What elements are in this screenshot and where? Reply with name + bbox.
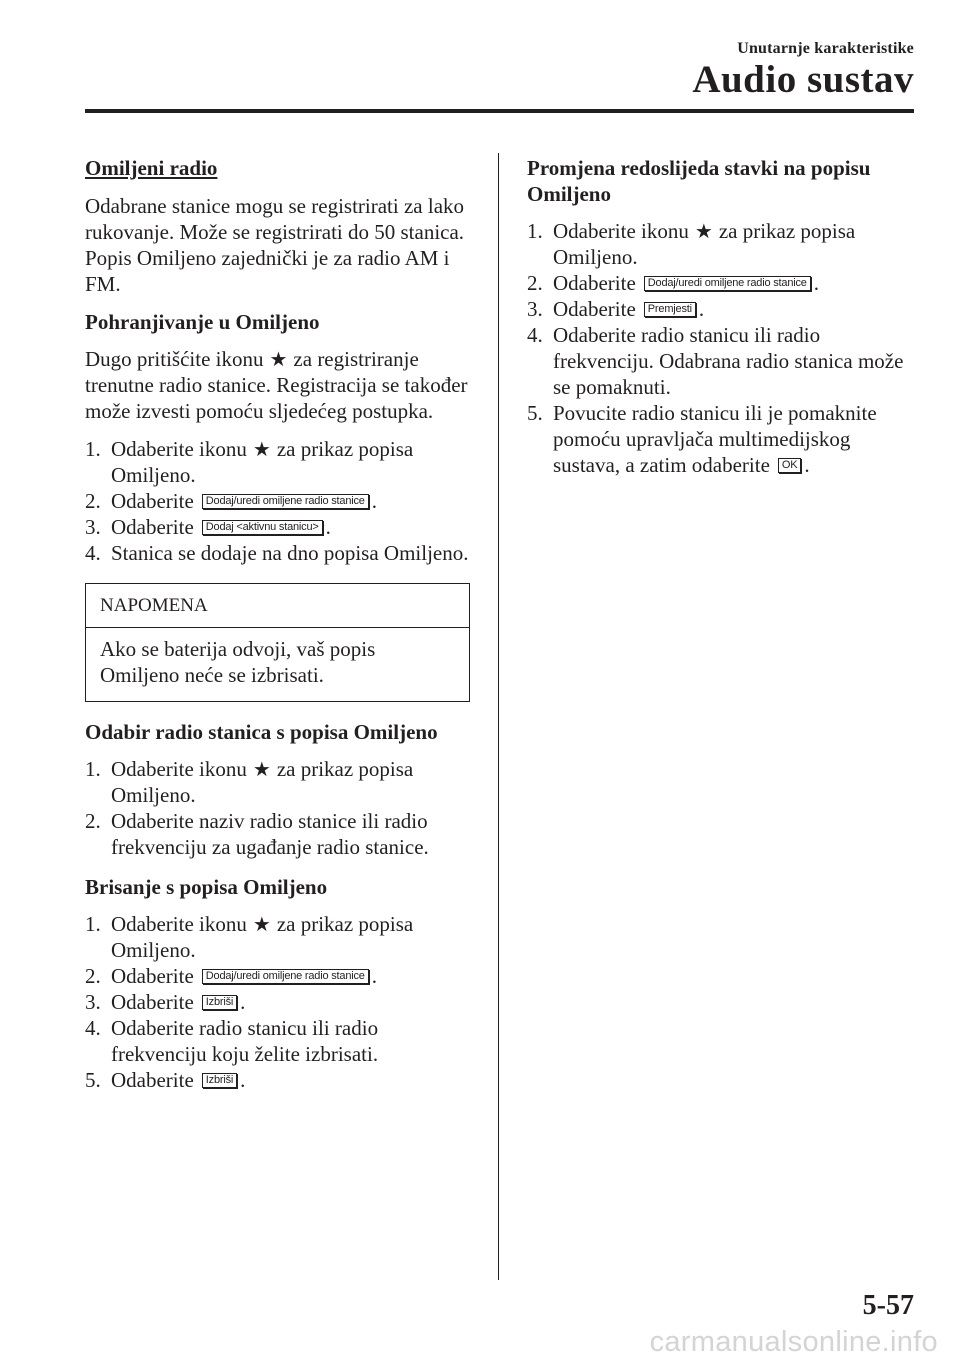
delete-heading: Brisanje s popisa Omiljeno <box>85 875 328 899</box>
list-item: 1. Odaberite ikonu ★ za prikaz popisa Omiljeno. <box>85 912 414 962</box>
add-active-station-button: Dodaj <aktivnu stanicu> <box>202 520 323 535</box>
list-item: 5. Povucite radio stanicu ili je pomaknite pomoću upravljača multimedijskog sustava, a zatim odaberite OK . <box>527 401 877 477</box>
list-item: 1. Odaberite ikonu ★ za prikaz popisa Omiljeno. <box>85 437 414 487</box>
delete-button: Izbriši <box>202 995 237 1010</box>
left-column <box>85 155 470 1107</box>
list-item: 3. Odaberite Izbriši . <box>85 990 246 1014</box>
star-icon: ★ <box>252 912 271 936</box>
star-icon: ★ <box>252 437 271 461</box>
header-rule <box>85 109 914 113</box>
list-item: 4. Odaberite radio stanicu ili radio frekvenciju koju želite izbrisati. <box>85 1016 379 1066</box>
page-title: Audio sustav <box>692 58 914 101</box>
watermark: carmanualsonline.info <box>649 1326 938 1358</box>
edit-favorites-button: Dodaj/uredi omiljene radio stanice <box>644 276 811 291</box>
ok-button: OK <box>778 458 802 473</box>
star-icon: ★ <box>252 757 271 781</box>
list-item: 5. Odaberite Izbriši . <box>85 1068 246 1092</box>
right-column <box>527 155 917 492</box>
select-heading: Odabir radio stanica s popisa Omiljeno <box>85 720 438 744</box>
list-item: 2. Odaberite Dodaj/uredi omiljene radio stanice . <box>527 271 819 295</box>
delete-button: Izbriši <box>202 1073 237 1088</box>
store-steps <box>85 436 470 566</box>
edit-favorites-button: Dodaj/uredi omiljene radio stanice <box>202 969 369 984</box>
note-box <box>85 583 470 702</box>
move-button: Premjesti <box>644 302 696 317</box>
star-icon: ★ <box>269 347 288 371</box>
note-text: Ako se baterija odvoji, vaš popis Omiljeno neće se izbrisati. <box>100 637 376 687</box>
list-item: 4. Odaberite radio stanicu ili radio frekvenciju. Odabrana radio stanica može se pomaknuti. <box>527 323 904 399</box>
header-section: Unutarnje karakteristike <box>737 40 914 57</box>
reorder-steps <box>527 218 917 478</box>
list-item: 2. Odaberite Dodaj/uredi omiljene radio stanice . <box>85 964 377 988</box>
edit-favorites-button: Dodaj/uredi omiljene radio stanice <box>202 494 369 509</box>
list-item: 2. Odaberite naziv radio stanice ili radio frekvenciju za ugađanje radio stanice. <box>85 809 429 859</box>
delete-steps <box>85 911 470 1093</box>
intro-paragraph: Odabrane stanice mogu se registrirati za lako rukovanje. Može se registrirati do 50 stanica. Popis Omiljeno zajednički je za radio AM i FM. <box>85 194 465 296</box>
list-item: 3. Odaberite Premjesti . <box>527 297 705 321</box>
page-number: 5-57 <box>862 1290 914 1321</box>
list-item: 1. Odaberite ikonu ★ za prikaz popisa Omiljeno. <box>527 219 856 269</box>
store-heading: Pohranjivanje u Omiljeno <box>85 310 320 334</box>
store-paragraph: Dugo pritišćite ikonu ★ za registriranje trenutne radio stanice. Registracija se također može izvesti pomoću sljedećeg postupka. <box>85 347 468 423</box>
list-item: 3. Odaberite Dodaj <aktivnu stanicu> . <box>85 515 331 539</box>
column-divider <box>498 153 499 1280</box>
section-title: Omiljeni radio <box>85 156 218 180</box>
note-title: NAPOMENA <box>86 584 469 628</box>
list-item: 4. Stanica se dodaje na dno popisa Omiljeno. <box>85 541 469 565</box>
select-steps <box>85 756 470 860</box>
star-icon: ★ <box>694 219 713 243</box>
list-item: 1. Odaberite ikonu ★ za prikaz popisa Omiljeno. <box>85 757 414 807</box>
reorder-heading: Promjena redoslijeda stavki na popisu Omiljeno <box>527 156 871 206</box>
list-item: 2. Odaberite Dodaj/uredi omiljene radio stanice . <box>85 489 377 513</box>
